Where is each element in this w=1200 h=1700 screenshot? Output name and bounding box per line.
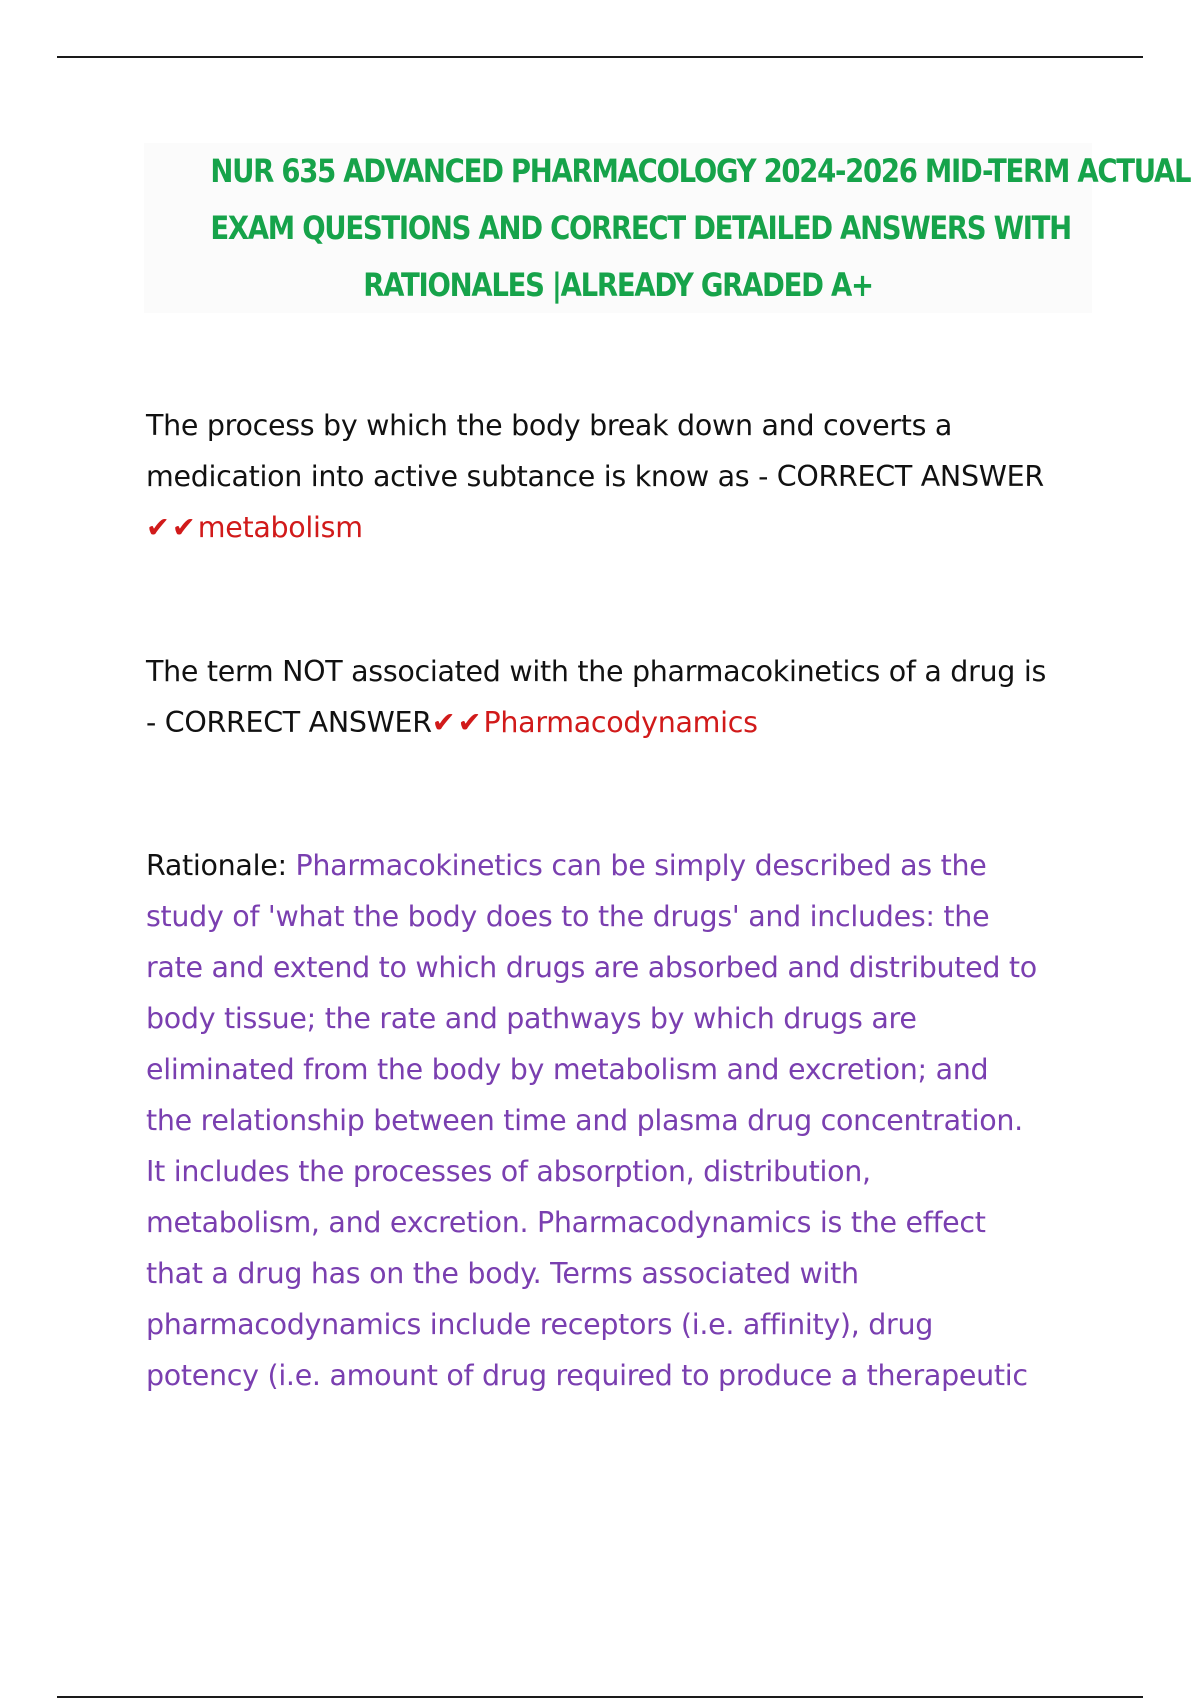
question-1-line-1: The process by which the body break down and coverts a — [146, 409, 953, 442]
check-mark-icon: ✔✔ — [146, 511, 198, 544]
rationale-line-4: body tissue; the rate and pathways by which drugs are — [146, 1002, 917, 1035]
rationale-line-10: pharmacodynamics include receptors (i.e. affinity), drug — [146, 1308, 934, 1341]
rationale — [146, 840, 1156, 1401]
question-1 — [146, 400, 1156, 553]
rationale-line-2: study of 'what the body does to the drugs' and includes: the — [146, 900, 990, 933]
top-rule — [57, 56, 1143, 58]
question-1-line-2: medication into active subtance is know as - CORRECT ANSWER — [146, 460, 1044, 493]
question-2-correct-label: - CORRECT ANSWER — [146, 706, 432, 739]
rationale-line-7: It includes the processes of absorption, distribution, — [146, 1155, 871, 1188]
document-title — [144, 143, 1191, 313]
question-2-line-2 — [146, 697, 1156, 748]
rationale-line-6: the relationship between time and plasma drug concentration. — [146, 1104, 1023, 1137]
rationale-line-1 — [146, 840, 1156, 891]
rationale-label: Rationale: — [146, 849, 296, 882]
title-line-2: EXAM QUESTIONS AND CORRECT DETAILED ANSWERS WITH — [210, 209, 1071, 247]
document-body — [146, 400, 1156, 1401]
title-line-1: NUR 635 ADVANCED PHARMACOLOGY 2024-2026 MID-TERM ACTUAL — [210, 152, 1191, 190]
question-2-line-1: The term NOT associated with the pharmacokinetics of a drug is — [146, 655, 1046, 688]
bottom-rule — [57, 1696, 1143, 1698]
question-2-answer: Pharmacodynamics — [483, 706, 758, 739]
question-1-answer: metabolism — [197, 511, 363, 544]
rationale-line-9: that a drug has on the body. Terms associated with — [146, 1257, 859, 1290]
question-1-answer-line — [146, 502, 1156, 553]
question-2 — [146, 646, 1156, 748]
rationale-line-5: eliminated from the body by metabolism and excretion; and — [146, 1053, 989, 1086]
check-mark-icon: ✔✔ — [431, 706, 484, 739]
rationale-text: Pharmacokinetics can be simply described as the — [295, 849, 987, 882]
rationale-line-3: rate and extend to which drugs are absorbed and distributed to — [146, 951, 1037, 984]
rationale-line-8: metabolism, and excretion. Pharmacodynamics is the effect — [146, 1206, 986, 1239]
rationale-line-11: potency (i.e. amount of drug required to produce a therapeutic — [146, 1359, 1028, 1392]
title-line-3: RATIONALES |ALREADY GRADED A+ — [363, 266, 873, 304]
